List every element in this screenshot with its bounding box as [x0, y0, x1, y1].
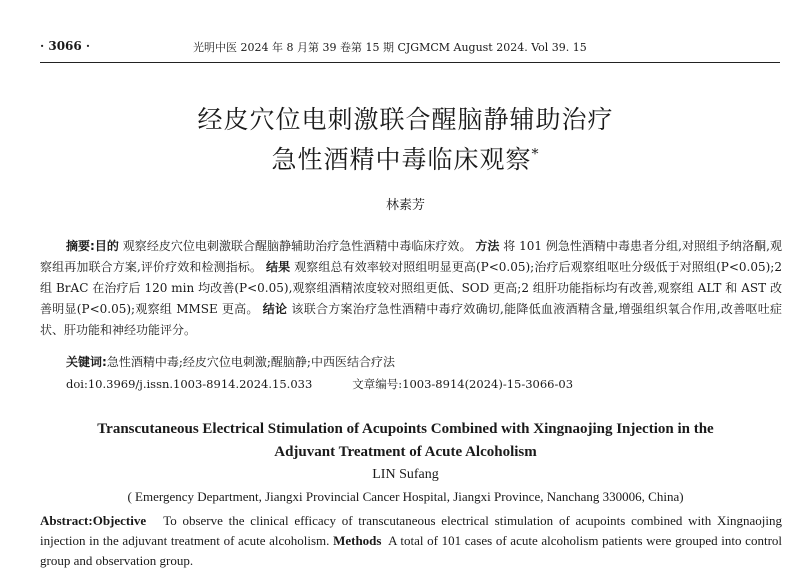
abstract-cn-conclusion-label: 结论 [262, 302, 288, 316]
abstract-cn-conclusion: 该联合方案治疗急性酒精中毒疗效确切,能降低血液酒精含量,增强组织氧合作用,改善呕吐症状、肝功能和神经功能评分。 [40, 302, 782, 337]
abstract-cn-methods-label: 方法 [475, 239, 500, 253]
running-head: 光明中医 2024 年 8 月第 39 卷第 15 期 CJGMCM August 2024. Vol 39. 15 [193, 41, 587, 54]
abstract-en-methods: A total of 101 cases of acute alcoholism patients were grouped into control group and observation group. [40, 533, 783, 568]
abstract-cn [40, 236, 782, 341]
abstract-cn-objective: 观察经皮穴位电刺激联合醒脑静辅助治疗急性酒精中毒临床疗效。 [122, 239, 472, 253]
abstract-en-paragraph [40, 511, 782, 571]
header-rule [40, 62, 780, 63]
title-en-line1: Transcutaneous Electrical Stimulation of Acupoints Combined with Xingnaojing Injection in the [97, 421, 714, 437]
title-cn-line2 [0, 140, 811, 176]
abstract-en-objective: To observe the clinical efficacy of transcutaneous electrical stimulation of acupoints combined with Xingnaojing injection in the adjuvant treatment of acute alcoholism. [40, 513, 782, 548]
abstract-cn-paragraph [40, 236, 782, 341]
author-cn: 林素芳 [385, 198, 425, 213]
abstract-en-label: Abstract:Objective [40, 513, 147, 528]
page-header [40, 39, 780, 55]
abstract-cn-label: 摘要:目的 [66, 239, 119, 253]
title-en-line2: Adjuvant Treatment of Acute Alcoholism [274, 444, 537, 460]
article-number: 文章编号:1003-8914(2024)-15-3066-03 [352, 377, 574, 391]
page-number: · 3066 · [40, 39, 91, 53]
keywords-label: 关键词: [66, 355, 107, 369]
title-cn-line2-text: 急性酒精中毒临床观察 [271, 145, 532, 174]
footnote-mark[interactable]: * [531, 146, 540, 163]
abstract-en-methods-label: Methods [333, 533, 382, 548]
title-cn-line1: 经皮穴位电刺激联合醒脑静辅助治疗 [197, 105, 614, 134]
keywords [66, 353, 395, 370]
abstract-cn-results: 观察组总有效率较对照组明显更高(P<0.05);治疗后观察组呕吐分级低于对照组(P<0.05);2 组 BrAC 在治疗后 120 min 均改善(P<0.05),观察组酒精浓度较对照组更低、SOD 更高;2 组肝功能指标均有改善,观察组 ALT 和 AST 改善明显(P<0.05);观察组 MMSE 更高。 [40, 260, 782, 316]
keywords-text: 急性酒精中毒;经皮穴位电刺激;醒脑静;中西医结合疗法 [106, 355, 395, 369]
abstract-en [40, 511, 782, 571]
doi-line [66, 376, 573, 392]
author-en: LIN Sufang [372, 467, 439, 482]
affiliation-en: ( Emergency Department, Jiangxi Provincial Cancer Hospital, Jiangxi Province, Nanchang 330006, China) [127, 489, 684, 504]
abstract-cn-results-label: 结果 [266, 260, 291, 274]
abstract-cn-methods: 将 101 例急性酒精中毒患者分组,对照组予纳洛酮,观察组再加联合方案,评价疗效和检测指标。 [40, 239, 782, 274]
doi-link[interactable]: doi:10.3969/j.issn.1003-8914.2024.15.033 [66, 377, 313, 391]
